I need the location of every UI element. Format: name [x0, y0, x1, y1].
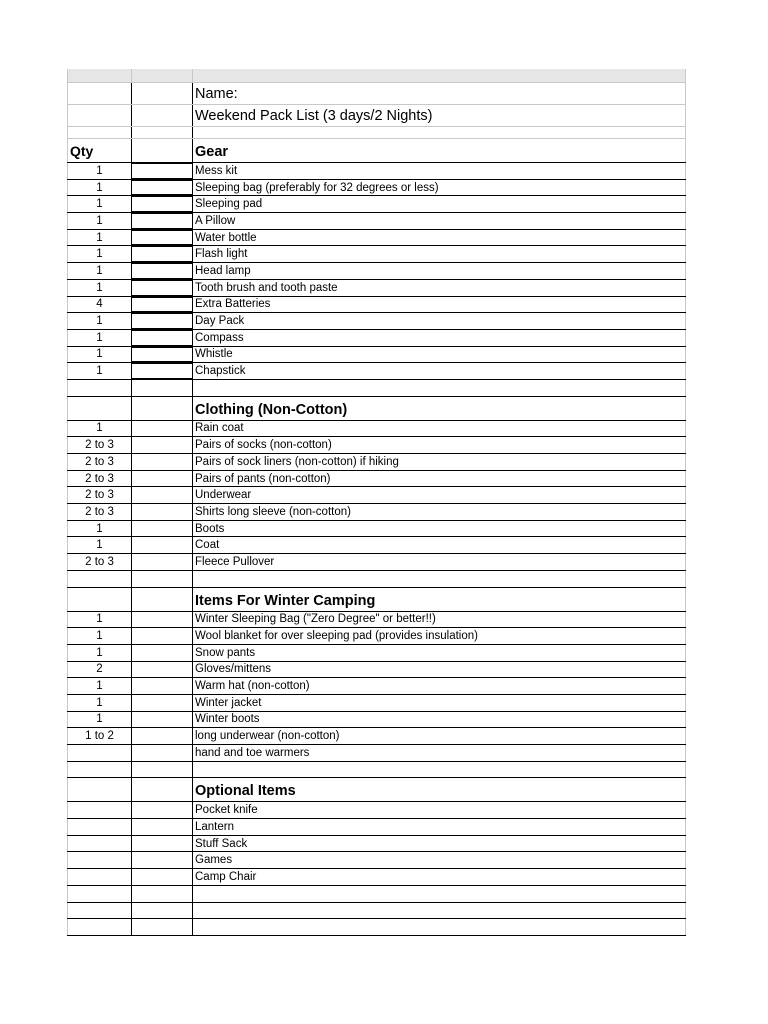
check-cell: [132, 836, 193, 852]
list-item: [67, 712, 686, 729]
list-item: [67, 246, 686, 263]
check-cell: [132, 421, 193, 437]
list-title: Weekend Pack List (3 days/2 Nights): [193, 105, 686, 126]
blank-cell: [132, 762, 193, 778]
check-cell: [132, 802, 193, 818]
item-name: Pairs of sock liners (non-cotton) if hiking: [193, 454, 686, 470]
item-name: A Pillow: [193, 213, 686, 229]
item-name: Boots: [193, 521, 686, 537]
spacer-row: [67, 127, 686, 139]
list-item: [67, 487, 686, 504]
qty-header: [67, 778, 132, 801]
item-qty: 1: [67, 313, 132, 329]
blank-cell: [132, 397, 193, 420]
list-item: [67, 263, 686, 280]
item-qty: 2 to 3: [67, 504, 132, 520]
item-qty: 2 to 3: [67, 454, 132, 470]
item-name: Sleeping bag (preferably for 32 degrees or less): [193, 180, 686, 196]
item-name: Pairs of pants (non-cotton): [193, 471, 686, 487]
gap-row: [67, 762, 686, 779]
section-title: Gear: [193, 139, 686, 162]
check-cell: [132, 246, 193, 262]
check-cell: [132, 886, 193, 902]
item-name: hand and toe warmers: [193, 745, 686, 761]
section-header-3: [67, 778, 686, 802]
blank-cell: [132, 380, 193, 396]
list-item: [67, 836, 686, 853]
list-item: [67, 180, 686, 197]
item-qty: [67, 886, 132, 902]
list-item: [67, 471, 686, 488]
section-header-0: [67, 139, 686, 163]
list-item: [67, 163, 686, 180]
list-item: [67, 802, 686, 819]
item-qty: 1: [67, 363, 132, 379]
item-qty: 1: [67, 330, 132, 346]
item-qty: [67, 745, 132, 761]
item-qty: 1: [67, 180, 132, 196]
item-name: Water bottle: [193, 230, 686, 246]
item-qty: 1: [67, 196, 132, 212]
check-cell: [132, 554, 193, 570]
item-qty: 2 to 3: [67, 437, 132, 453]
item-name: Warm hat (non-cotton): [193, 678, 686, 694]
check-cell: [132, 230, 193, 246]
check-cell: [132, 819, 193, 835]
list-item: [67, 819, 686, 836]
list-item: [67, 363, 686, 380]
check-cell: [132, 537, 193, 553]
item-qty: 1: [67, 213, 132, 229]
item-name: Sleeping pad: [193, 196, 686, 212]
blank-cell: [193, 571, 686, 587]
check-cell: [132, 728, 193, 744]
list-item: [67, 645, 686, 662]
column-header-row: [67, 69, 686, 83]
check-cell: [132, 347, 193, 363]
list-item: [67, 213, 686, 230]
blank-cell: [132, 588, 193, 611]
column-header-a: [67, 69, 132, 82]
list-item: [67, 662, 686, 679]
item-name: [193, 903, 686, 919]
item-name: Games: [193, 852, 686, 868]
item-qty: [67, 903, 132, 919]
item-name: Lantern: [193, 819, 686, 835]
list-item: [67, 521, 686, 538]
item-qty: 1 to 2: [67, 728, 132, 744]
check-cell: [132, 852, 193, 868]
item-qty: 2 to 3: [67, 471, 132, 487]
item-qty: [67, 802, 132, 818]
list-item: [67, 297, 686, 314]
item-name: Pocket knife: [193, 802, 686, 818]
list-item: [67, 537, 686, 554]
section-title: Optional Items: [193, 778, 686, 801]
list-item: [67, 330, 686, 347]
item-qty: 1: [67, 263, 132, 279]
list-item: [67, 612, 686, 629]
list-item: [67, 745, 686, 762]
item-qty: [67, 919, 132, 935]
blank-cell: [132, 571, 193, 587]
title-row: [67, 105, 686, 127]
item-name: Camp Chair: [193, 869, 686, 885]
check-cell: [132, 521, 193, 537]
item-name: Day Pack: [193, 313, 686, 329]
pack-list-sheet: [67, 69, 686, 936]
list-item: [67, 313, 686, 330]
item-qty: 1: [67, 678, 132, 694]
blank-cell: [132, 139, 193, 162]
item-qty: 1: [67, 612, 132, 628]
item-qty: 2 to 3: [67, 554, 132, 570]
list-item: [67, 728, 686, 745]
item-name: Tooth brush and tooth paste: [193, 280, 686, 296]
item-qty: 1: [67, 280, 132, 296]
check-cell: [132, 471, 193, 487]
list-item: [67, 421, 686, 438]
check-cell: [132, 437, 193, 453]
item-name: Rain coat: [193, 421, 686, 437]
section-header-2: [67, 588, 686, 612]
item-name: Head lamp: [193, 263, 686, 279]
section-header-1: [67, 397, 686, 421]
list-item: [67, 504, 686, 521]
check-cell: [132, 363, 193, 379]
item-name: Gloves/mittens: [193, 662, 686, 678]
item-qty: 2 to 3: [67, 487, 132, 503]
list-item: [67, 554, 686, 571]
check-cell: [132, 678, 193, 694]
item-name: Whistle: [193, 347, 686, 363]
item-name: Stuff Sack: [193, 836, 686, 852]
item-qty: 1: [67, 645, 132, 661]
list-item: [67, 852, 686, 869]
item-name: Shirts long sleeve (non-cotton): [193, 504, 686, 520]
list-item: [67, 869, 686, 886]
gap-row: [67, 380, 686, 397]
item-name: Snow pants: [193, 645, 686, 661]
item-name: [193, 919, 686, 935]
list-item: [67, 695, 686, 712]
list-item: [67, 280, 686, 297]
list-item: [67, 454, 686, 471]
blank-cell: [193, 762, 686, 778]
name-row: [67, 83, 686, 105]
check-cell: [132, 263, 193, 279]
item-name: Fleece Pullover: [193, 554, 686, 570]
section-title: Clothing (Non-Cotton): [193, 397, 686, 420]
list-item: [67, 903, 686, 920]
check-cell: [132, 196, 193, 212]
list-item: [67, 230, 686, 247]
item-qty: 1: [67, 421, 132, 437]
check-cell: [132, 213, 193, 229]
item-qty: 1: [67, 628, 132, 644]
check-cell: [132, 712, 193, 728]
item-qty: 4: [67, 297, 132, 313]
item-name: Winter Sleeping Bag ("Zero Degree" or better!!): [193, 612, 686, 628]
list-item: [67, 628, 686, 645]
qty-header: [67, 397, 132, 420]
item-name: Winter jacket: [193, 695, 686, 711]
list-item: [67, 196, 686, 213]
qty-header: [67, 588, 132, 611]
item-name: Winter boots: [193, 712, 686, 728]
list-item: [67, 437, 686, 454]
check-cell: [132, 454, 193, 470]
column-header-b: [132, 69, 193, 82]
item-name: Coat: [193, 537, 686, 553]
item-qty: [67, 836, 132, 852]
check-cell: [132, 645, 193, 661]
sections-container: [67, 139, 686, 936]
check-cell: [132, 163, 193, 179]
check-cell: [132, 180, 193, 196]
blank-cell: [67, 380, 132, 396]
list-item: [67, 347, 686, 364]
check-cell: [132, 628, 193, 644]
item-name: Compass: [193, 330, 686, 346]
section-title: Items For Winter Camping: [193, 588, 686, 611]
item-qty: 1: [67, 712, 132, 728]
item-qty: 1: [67, 246, 132, 262]
item-qty: 1: [67, 695, 132, 711]
blank-cell: [132, 778, 193, 801]
qty-header: Qty: [67, 139, 132, 162]
item-qty: 1: [67, 230, 132, 246]
item-qty: 1: [67, 163, 132, 179]
item-name: Extra Batteries: [193, 297, 686, 313]
check-cell: [132, 695, 193, 711]
column-header-c: [193, 69, 686, 82]
check-cell: [132, 919, 193, 935]
blank-cell: [67, 762, 132, 778]
item-name: Wool blanket for over sleeping pad (provides insulation): [193, 628, 686, 644]
item-name: Pairs of socks (non-cotton): [193, 437, 686, 453]
check-cell: [132, 903, 193, 919]
item-name: Flash light: [193, 246, 686, 262]
check-cell: [132, 504, 193, 520]
check-cell: [132, 280, 193, 296]
check-cell: [132, 745, 193, 761]
item-qty: [67, 819, 132, 835]
list-item: [67, 678, 686, 695]
check-cell: [132, 330, 193, 346]
item-qty: 1: [67, 537, 132, 553]
check-cell: [132, 612, 193, 628]
item-qty: 1: [67, 347, 132, 363]
item-name: Underwear: [193, 487, 686, 503]
blank-cell: [193, 380, 686, 396]
item-name: Chapstick: [193, 363, 686, 379]
check-cell: [132, 869, 193, 885]
item-qty: 2: [67, 662, 132, 678]
check-cell: [132, 662, 193, 678]
item-name: [193, 886, 686, 902]
check-cell: [132, 487, 193, 503]
item-qty: [67, 852, 132, 868]
item-name: long underwear (non-cotton): [193, 728, 686, 744]
gap-row: [67, 571, 686, 588]
item-name: Mess kit: [193, 163, 686, 179]
list-item: [67, 886, 686, 903]
item-qty: 1: [67, 521, 132, 537]
name-label: Name:: [193, 83, 686, 104]
list-item: [67, 919, 686, 936]
blank-cell: [67, 571, 132, 587]
item-qty: [67, 869, 132, 885]
check-cell: [132, 313, 193, 329]
check-cell: [132, 297, 193, 313]
